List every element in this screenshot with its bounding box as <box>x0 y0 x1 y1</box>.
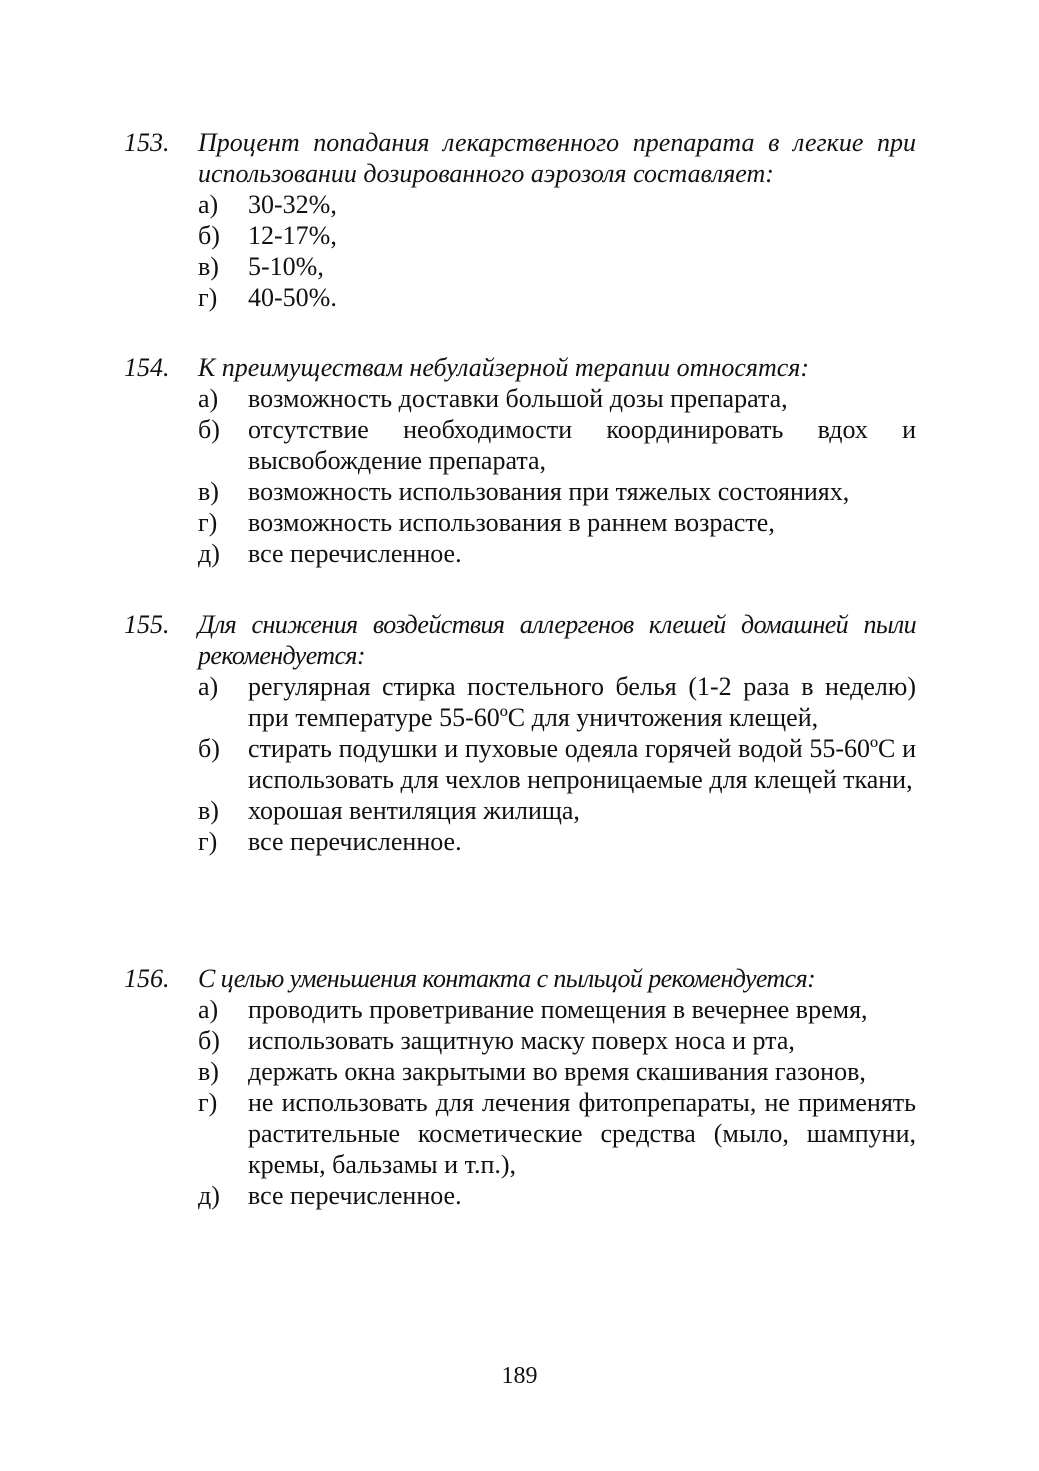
option-letter: в) <box>198 252 219 281</box>
option-text: 30-32%, <box>248 190 337 219</box>
question-number: 155. <box>124 610 170 639</box>
option-letter: б) <box>198 221 220 250</box>
option-text: отсутствие необходимости координировать вдох и высвобождение препарата, <box>248 415 916 475</box>
option-text: 40-50%. <box>248 283 337 312</box>
question-heading <box>124 963 916 994</box>
option-letter: в) <box>198 796 219 825</box>
option-letter: г) <box>198 283 218 312</box>
option-text: 12-17%, <box>248 221 337 250</box>
option-text: использовать защитную маску поверх носа и рта, <box>248 1026 795 1055</box>
question-153 <box>124 127 916 313</box>
answer-option <box>124 220 916 251</box>
option-letter: б) <box>198 734 220 763</box>
answer-option <box>124 282 916 313</box>
answer-option <box>124 383 916 414</box>
question-text: К преимуществам небулайзерной терапии относятся: <box>198 353 810 382</box>
option-text: хорошая вентиляция жилища, <box>248 796 580 825</box>
option-letter: а) <box>198 672 219 701</box>
option-letter: б) <box>198 1026 220 1055</box>
answer-option <box>124 795 916 826</box>
answer-option <box>124 476 916 507</box>
option-letter: г) <box>198 508 218 537</box>
option-text: не использовать для лечения фитопрепараты, не применять растительные косметические средства (мыло, шампуни, кремы, бальзамы и т.п.), <box>248 1088 916 1179</box>
answer-option <box>124 1025 916 1056</box>
answer-option <box>124 1056 916 1087</box>
option-text: проводить проветривание помещения в вечернее время, <box>248 995 868 1024</box>
option-letter: а) <box>198 995 219 1024</box>
question-156 <box>124 963 916 1211</box>
question-number: 156. <box>124 964 170 993</box>
option-letter: г) <box>198 827 218 856</box>
option-letter: б) <box>198 415 220 444</box>
answer-option <box>124 189 916 220</box>
question-number: 153. <box>124 128 170 157</box>
question-155 <box>124 609 916 857</box>
option-letter: а) <box>198 190 219 219</box>
option-text: возможность доставки большой дозы препарата, <box>248 384 788 413</box>
answer-option <box>124 826 916 857</box>
option-letter: а) <box>198 384 219 413</box>
option-text: возможность использования при тяжелых состояниях, <box>248 477 850 506</box>
question-heading <box>124 352 916 383</box>
option-text: все перечисленное. <box>248 827 462 856</box>
question-heading <box>124 609 916 671</box>
option-text: все перечисленное. <box>248 539 462 568</box>
question-text: Процент попадания лекарственного препарата в легкие при использовании дозированного аэрозоля составляет: <box>198 128 916 188</box>
option-text: все перечисленное. <box>248 1181 462 1210</box>
question-text: Для снижения воздействия аллергенов клешей домашней пыли рекомендуется: <box>198 610 916 670</box>
option-text: регулярная стирка постельного белья (1-2 раза в неделю) при температуре 55-60ºС для уничтожения клещей, <box>248 672 916 732</box>
option-letter: г) <box>198 1088 218 1117</box>
answer-option <box>124 671 916 733</box>
question-number: 154. <box>124 353 170 382</box>
answer-option <box>124 251 916 282</box>
question-text: С целью уменьшения контакта с пыльцой рекомендуется: <box>198 964 816 993</box>
answer-option <box>124 507 916 538</box>
answer-option <box>124 1087 916 1180</box>
question-154 <box>124 352 916 569</box>
option-text: стирать подушки и пуховые одеяла горячей водой 55-60ºС и использовать для чехлов непроницаемые для клещей ткани, <box>248 734 916 794</box>
option-letter: д) <box>198 1181 220 1210</box>
option-text: держать окна закрытыми во время скашивания газонов, <box>248 1057 866 1086</box>
option-letter: д) <box>198 539 220 568</box>
answer-option <box>124 733 916 795</box>
answer-option <box>124 538 916 569</box>
question-heading <box>124 127 916 189</box>
option-text: возможность использования в раннем возрасте, <box>248 508 775 537</box>
answer-option <box>124 994 916 1025</box>
option-letter: в) <box>198 1057 219 1086</box>
answer-option <box>124 414 916 476</box>
option-text: 5-10%, <box>248 252 324 281</box>
page-number: 189 <box>501 1363 538 1389</box>
option-letter: в) <box>198 477 219 506</box>
answer-option <box>124 1180 916 1211</box>
